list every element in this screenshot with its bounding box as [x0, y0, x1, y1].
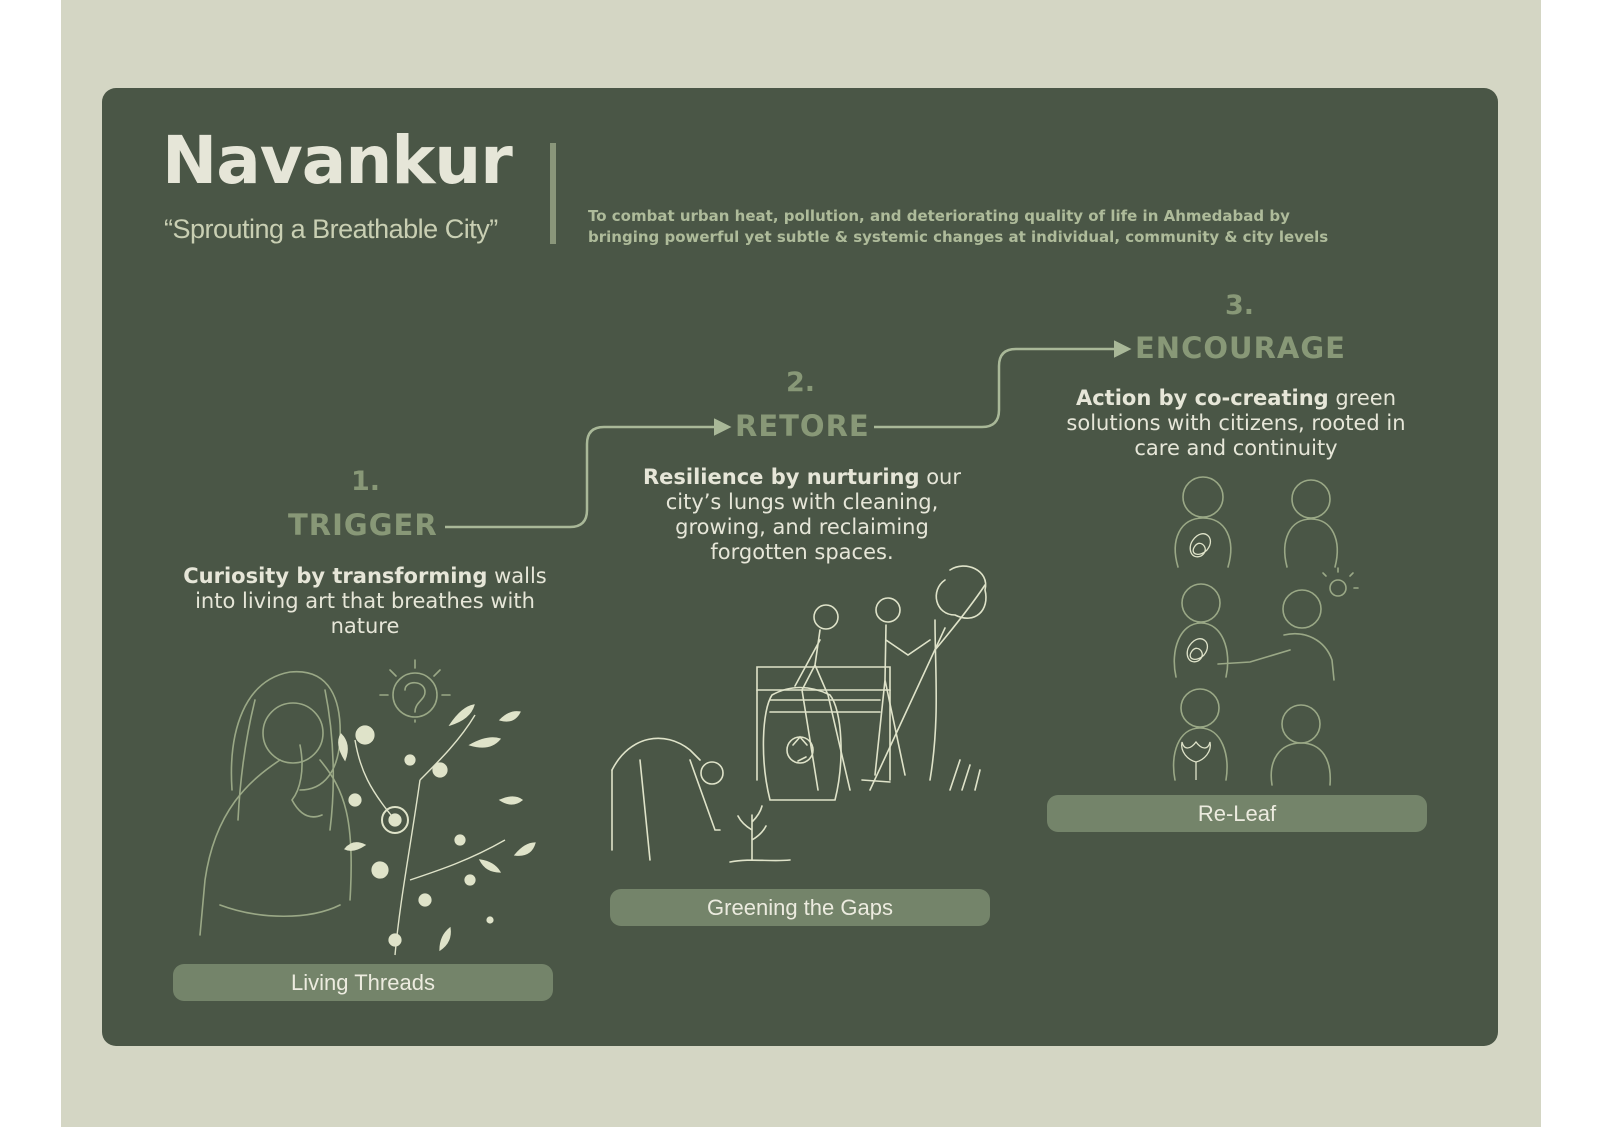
greening-the-gaps-illustration — [612, 566, 986, 862]
step-2-desc-bold: Resilience by nurturing — [643, 465, 920, 489]
mission-line-2: bringing powerful yet subtle & systemic changes at individual, community & city levels — [588, 228, 1329, 246]
step-3-name: ENCOURAGE — [1135, 331, 1346, 365]
project-greening-the-gaps: Greening the Gaps — [610, 889, 990, 926]
step-1-desc-rest: walls — [487, 564, 547, 588]
step-2-desc-rest: our — [919, 465, 961, 489]
re-leaf-illustration — [1174, 477, 1358, 785]
step-1-name: TRIGGER — [288, 508, 438, 542]
step-3-number: 3. — [1225, 290, 1255, 321]
step-1-desc-bold: Curiosity by transforming — [183, 564, 488, 588]
tagline: “Sprouting a Breathable City” — [164, 214, 498, 244]
step-2-desc-line-1 — [602, 465, 1002, 490]
heart-scribbles — [1182, 534, 1211, 780]
step-2-name: RETORE — [735, 409, 870, 443]
flower-stems — [355, 715, 505, 955]
mission-line-1: To combat urban heat, pollution, and deteriorating quality of life in Ahmedabad by — [588, 207, 1290, 225]
page-title: Navankur — [162, 122, 512, 199]
step-1-desc-line-3: nature — [330, 614, 400, 638]
project-living-threads: Living Threads — [173, 964, 553, 1001]
step-3-desc-line-1 — [1036, 386, 1436, 411]
step-1-description — [165, 564, 565, 639]
step-3-desc-line-3: care and continuity — [1134, 436, 1338, 460]
step-1-number: 1. — [351, 466, 381, 497]
step-3-desc-line-2: solutions with citizens, rooted in — [1066, 411, 1406, 435]
project-re-leaf: Re-Leaf — [1047, 795, 1427, 832]
step-3-desc-bold: Action by co-creating — [1075, 386, 1329, 410]
step-2-desc-line-4: forgotten spaces. — [710, 540, 894, 564]
step-3-description — [1036, 386, 1436, 461]
step-1-desc-line-1 — [165, 564, 565, 589]
step-2-desc-line-3: growing, and reclaiming — [675, 515, 929, 539]
step-2-description — [602, 465, 1002, 565]
step-3-desc-rest: green — [1328, 386, 1396, 410]
step-1-desc-line-2: into living art that breathes with — [195, 589, 535, 613]
step-2-number: 2. — [786, 367, 816, 398]
flower-cluster — [339, 705, 535, 950]
living-threads-illustration — [200, 660, 450, 935]
step-2-desc-line-2: city’s lungs with cleaning, — [665, 490, 939, 514]
